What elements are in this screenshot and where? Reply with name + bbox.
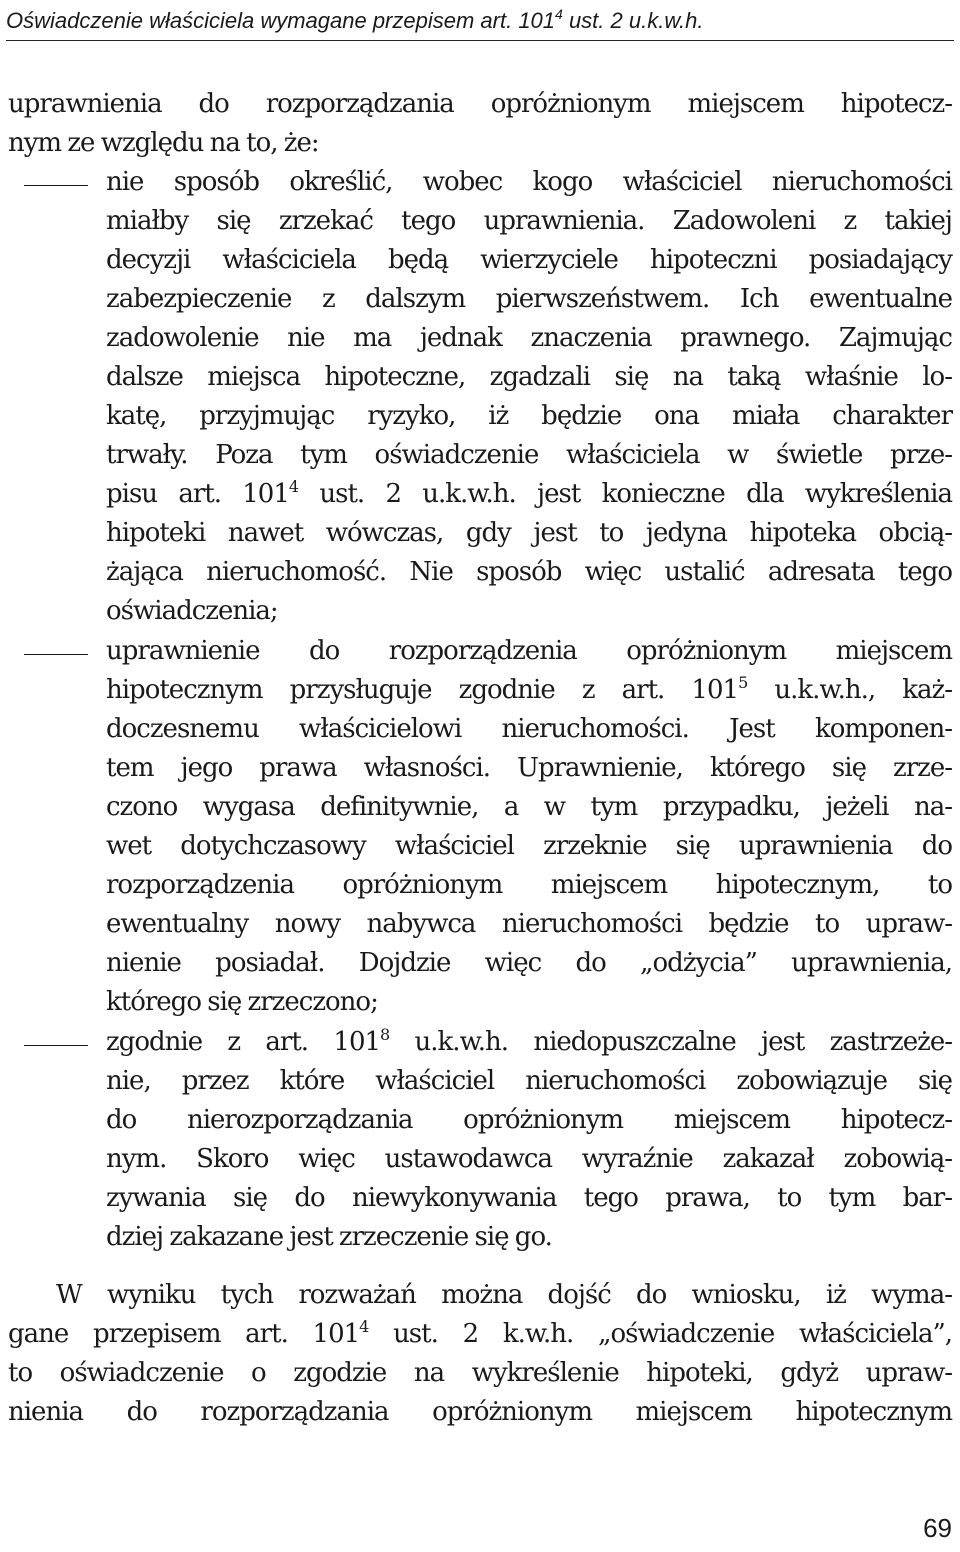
page-number: 69: [923, 1513, 952, 1543]
running-header-text: Oświadczenie właściciela wymagane przepisem art. 101: [6, 8, 556, 33]
text-line: katę, przyjmując ryzyko, iż będzie ona miała charakter: [106, 401, 952, 431]
text-line: dalsze miejsca hipoteczne, zgadzali się na taką właśnie lo-: [106, 362, 952, 392]
text-line: hipoteki nawet wówczas, gdy jest to jedyna hipoteka obcią-: [106, 518, 952, 548]
text-line: W wyniku tych rozważań można dojść do wniosku, iż wyma-: [56, 1280, 952, 1310]
text-line: dziej zakazane jest zrzeczenie się go.: [106, 1222, 552, 1252]
text-line: hipotecznym przysługuje zgodnie z art. $101^5$ u.k.w.h., każ-: [106, 673, 952, 705]
text-line: zadowolenie nie ma jednak znaczenia prawnego. Zajmując: [106, 323, 952, 353]
text-line: nie sposób określić, wobec kogo właściciel nieruchomości: [106, 167, 952, 197]
list-dash: [24, 185, 88, 186]
text-line: czono wygasa definitywnie, a w tym przypadku, jeżeli na-: [106, 792, 952, 822]
running-header-text-end: ust. 2 u.k.w.h.: [562, 8, 704, 33]
running-header: [6, 6, 954, 41]
running-header-superscript: 4: [555, 6, 563, 22]
text-line: zywania się do niewykonywania tego prawa, to tym bar-: [106, 1183, 952, 1213]
text-line: do nierozporządzania opróżnionym miejscem hipotecz-: [106, 1105, 952, 1135]
text-line: decyzji właściciela będą wierzyciele hipoteczni posiadający: [106, 245, 952, 275]
text-line: żająca nieruchomość. Nie sposób więc ustalić adresata tego: [106, 557, 952, 587]
text-line: uprawnienie do rozporządzenia opróżnionym miejscem: [106, 636, 952, 666]
text-line: to oświadczenie o zgodzie na wykreślenie hipoteki, gdyż upraw-: [8, 1358, 952, 1388]
text-line: miałby się zrzekać tego uprawnienia. Zadowoleni z takiej: [106, 206, 952, 236]
text-line: nienie posiadał. Dojdzie więc do „odżycia” uprawnienia,: [106, 948, 952, 978]
text-line: zgodnie z art. $101^8$ u.k.w.h. niedopuszczalne jest zastrzeże-: [106, 1025, 952, 1057]
text-line: zabezpieczenie z dalszym pierwszeństwem. Ich ewentualne: [106, 284, 952, 314]
text-line: nienia do rozporządzania opróżnionym miejscem hipotecznym: [8, 1397, 952, 1427]
text-line: nym. Skoro więc ustawodawca wyraźnie zakazał zobowią-: [106, 1144, 952, 1174]
text-line: uprawnienia do rozporządzania opróżnionym miejscem hipotecz-: [8, 89, 952, 119]
text-line: rozporządzenia opróżnionym miejscem hipotecznym, to: [106, 870, 952, 900]
text-line: doczesnemu właścicielowi nieruchomości. Jest komponen-: [106, 714, 952, 744]
text-line: nym ze względu na to, że:: [8, 128, 319, 158]
text-line: nie, przez które właściciel nieruchomości zobowiązuje się: [106, 1066, 952, 1096]
list-dash: [24, 1045, 88, 1046]
text-line: oświadczenia;: [106, 596, 278, 626]
text-line: tem jego prawa własności. Uprawnienie, którego się zrze-: [106, 753, 952, 783]
text-line: pisu art. $101^4$ ust. 2 u.k.w.h. jest konieczne dla wykreślenia: [106, 477, 952, 509]
text-line: którego się zrzeczono;: [106, 987, 378, 1017]
text-line: wet dotychczasowy właściciel zrzeknie się uprawnienia do: [106, 831, 952, 861]
text-line: ewentualny nowy nabywca nieruchomości będzie to upraw-: [106, 909, 952, 939]
text-line: gane przepisem art. $101^4$ ust. 2 k.w.h. „oświadczenie właściciela”,: [8, 1317, 953, 1349]
list-dash: [24, 654, 88, 655]
text-line: trwały. Poza tym oświadczenie właściciela w świetle prze-: [106, 440, 952, 470]
